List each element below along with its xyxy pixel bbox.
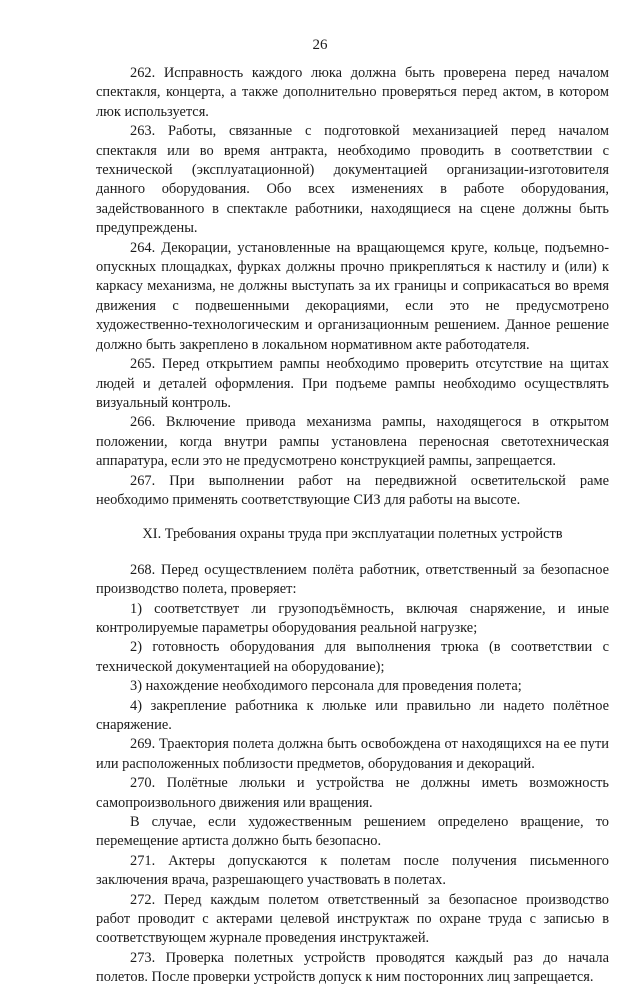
paragraph-273: 273. Проверка полетных устройств проводятся каждый раз до начала полетов. После проверки устройств допуск к ним посторонних лиц запрещается. [96, 949, 609, 986]
list-item-1: 1) соответствует ли грузоподъёмность, включая снаряжение, и иные контролируемые параметры оборудования реальной нагрузке; [96, 600, 609, 636]
paragraph-271: 271. Актеры допускаются к полетам после получения письменного заключения врача, разрешающего участвовать в полетах. [96, 852, 609, 889]
list-item-2: 2) готовность оборудования для выполнения трюка (в соответствии с технической документацией на оборудование); [96, 639, 609, 675]
paragraph-267: 267. При выполнении работ на передвижной осветительской раме необходимо применять соответствующие СИЗ для работы на высоте. [96, 472, 609, 508]
page-number: 26 [312, 37, 328, 53]
section-heading: XI. Требования охраны труда при эксплуатации полетных устройств [142, 526, 563, 543]
paragraph-270-note: В случае, если художественным решением определено вращение, то перемещение артиста должно быть безопасно. [96, 814, 609, 850]
paragraph-268: 268. Перед осуществлением полёта работник, ответственный за безопасное производство полета, проверяет: [96, 561, 609, 598]
paragraph-266: 266. Включение привода механизма рампы, находящегося в открытом положении, когда внутри рампы установлена переносная светотехническая аппаратура, если это не предусмотрено конструкцией рампы, запрещается. [96, 414, 609, 470]
paragraph-262: 262. Исправность каждого люка должна быть проверена перед началом спектакля, концерта, а также дополнительно проверяться перед актом, в котором люк используется. [96, 65, 609, 120]
paragraph-272: 272. Перед каждым полетом ответственный за безопасное производство работ проводит с актерами целевой инструктаж по охране труда с записью в соответствующем журнале проведения инструктажей. [96, 891, 609, 947]
list-item-4: 4) закрепление работника к люльке или правильно ли надето полётное снаряжение. [96, 697, 609, 733]
list-item-3: 3) нахождение необходимого персонала для проведения полета; [130, 678, 522, 695]
paragraph-269: 269. Траектория полета должна быть освобождена от находящихся на ее пути или расположенных поблизости предметов, оборудования и декораций. [96, 736, 609, 772]
paragraph-264: 264. Декорации, установленные на вращающемся круге, кольце, подъемно-опускных площадках, фурках должны прочно прикрепляться к настилу и (или) к каркасу механизма, не должны выступать за их границы и соприкасаться во время движения с подвешенными декорациями, если это не предусмотрено художественно-технологическим и организационным решением. Данное решение должно быть закреплено в локальном нормативном акте работодателя. [96, 239, 609, 353]
document-body [96, 64, 609, 988]
paragraph-270: 270. Полётные люльки и устройства не должны иметь возможность самопроизвольного движения или вращения. [96, 775, 609, 811]
paragraph-263: 263. Работы, связанные с подготовкой механизацией перед началом спектакля или во время антракта, необходимо проводить в соответствии с технической (эксплуатационной) документацией организации-изготовителя данного оборудования. Обо всех изменениях в работе оборудования, задействованного в спектакле работники, находящиеся на сцене должны быть предупреждены. [96, 123, 609, 237]
paragraph-265: 265. Перед открытием рампы необходимо проверить отсутствие на щитах людей и деталей оформления. При подъеме рампы необходимо осуществлять визуальный контроль. [96, 356, 609, 411]
